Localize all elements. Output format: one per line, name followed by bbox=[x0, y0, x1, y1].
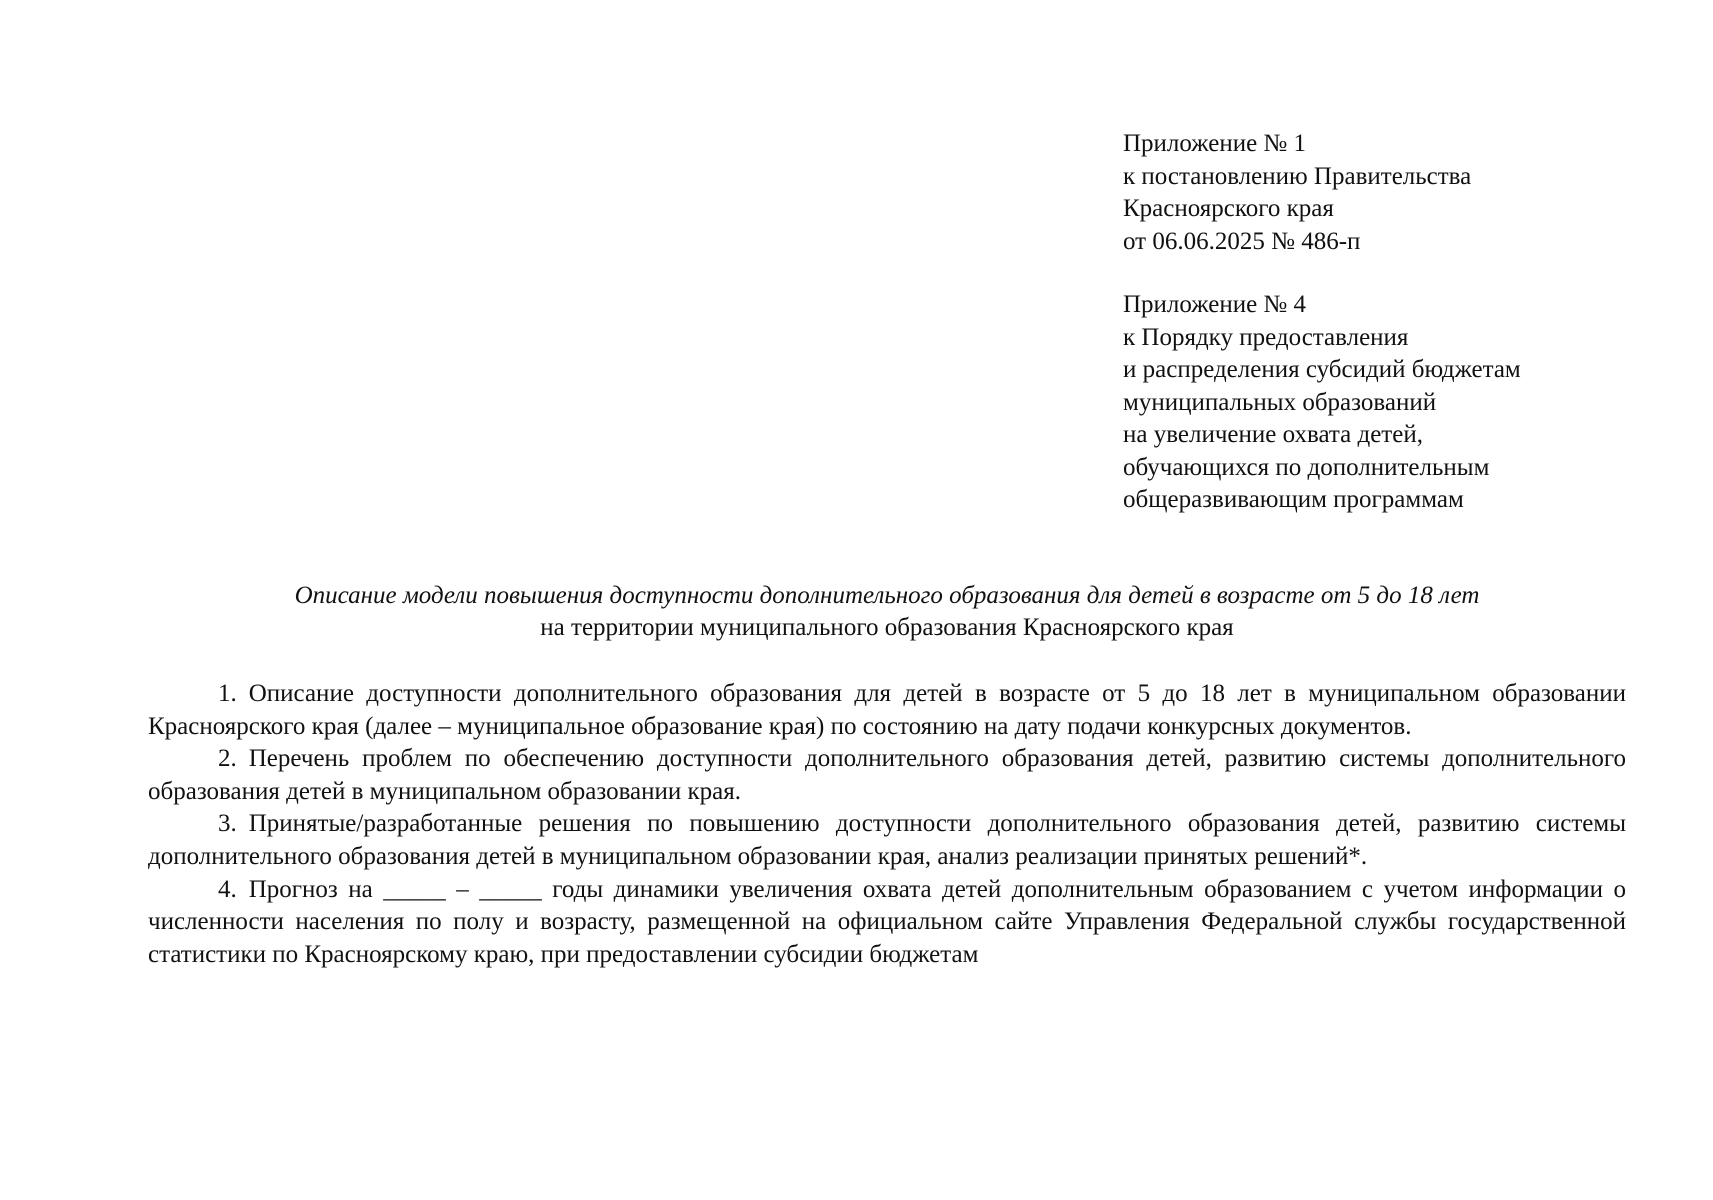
appendix-1-line: Приложение № 1 bbox=[1123, 130, 1307, 157]
document-title-line-2: на территории муниципального образования Красноярского края bbox=[540, 614, 1234, 641]
appendix-1-header bbox=[1123, 128, 1471, 258]
appendix-4-line: муниципальных образований bbox=[1123, 388, 1437, 416]
paragraph-text: Прогноз на _____ – _____ годы динамики увеличения охвата детей дополнительным образованием с учетом информации о численности населения по полу и возрасту, размещенной на официальном сайте Управления Федеральной службы государственной статистики по Красноярскому краю, при предоставлении субсидии бюджетам bbox=[148, 875, 1626, 968]
paragraph-text: Принятые/разработанные решения по повышению доступности дополнительного образования детей, развитию системы дополнительного образования детей в муниципальном образовании края, анализ реализации принятых решений*. bbox=[148, 810, 1626, 870]
paragraph-number: 3. bbox=[218, 810, 237, 838]
appendix-1-line: к постановлению Правительства bbox=[1123, 162, 1472, 190]
paragraph-3 bbox=[148, 808, 1626, 873]
appendix-1-line: Красноярского края bbox=[1123, 195, 1334, 222]
paragraph-text: Перечень проблем по обеспечению доступности дополнительного образования детей, развитию системы дополнительного образования детей в муниципальном образовании края. bbox=[148, 745, 1626, 805]
appendix-4-line: на увеличение охвата детей, bbox=[1123, 421, 1423, 448]
document-title-line-1: Описание модели повышения доступности дополнительного образования для детей в возрасте от 5 до 18 лет bbox=[294, 582, 1480, 609]
paragraph-number: 1. bbox=[218, 680, 237, 707]
paragraph-number: 2. bbox=[218, 745, 237, 773]
paragraph-2 bbox=[148, 743, 1626, 808]
paragraph-text: Описание доступности дополнительного образования для детей в возрасте от 5 до 18 лет в муниципальном образовании Красноярского края (далее – муниципальное образование края) по состоянию на дату подачи конкурсных документов. bbox=[148, 680, 1626, 740]
appendix-4-line: общеразвивающим программам bbox=[1123, 486, 1464, 513]
document-title bbox=[148, 580, 1626, 644]
appendix-4-line: Приложение № 4 bbox=[1123, 291, 1307, 318]
appendix-4-line: обучающихся по дополнительным bbox=[1123, 453, 1490, 481]
appendix-4-line: к Порядку предоставления bbox=[1123, 323, 1409, 351]
appendix-4-line: и распределения субсидий бюджетам bbox=[1123, 356, 1521, 383]
paragraph-number: 4. bbox=[218, 875, 237, 903]
document-body bbox=[148, 678, 1626, 971]
paragraph-4 bbox=[148, 874, 1626, 972]
appendix-1-line: от 06.06.2025 № 486-п bbox=[1123, 227, 1361, 255]
paragraph-1 bbox=[148, 678, 1626, 743]
appendix-4-header bbox=[1123, 289, 1521, 517]
